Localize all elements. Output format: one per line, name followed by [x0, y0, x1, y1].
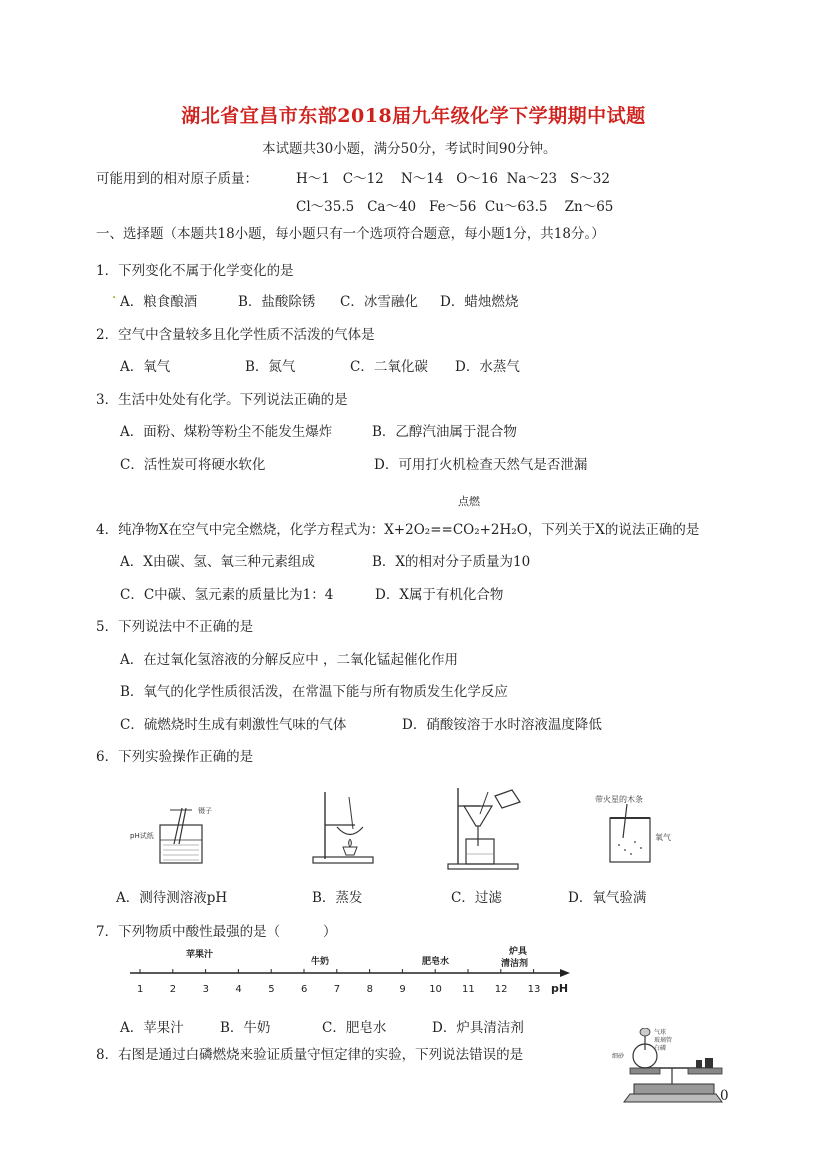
question-1-option-c: C．冰雪融化 — [340, 294, 418, 310]
question-5-option-a: A．在过氧化氢溶液的分解反应中 ，二氧化锰起催化作用 — [120, 652, 459, 668]
margin-dot: · — [112, 290, 117, 306]
filtration-figure — [440, 784, 540, 872]
ph-tick-label: 11 — [462, 984, 475, 995]
question-5-option-c: C．硫燃烧时生成有刺激性气味的气体 — [120, 717, 347, 733]
question-4-option-c: C．C中碳、氢元素的质量比为1：4 — [120, 587, 334, 603]
ph-label-soap: 肥皂水 — [422, 957, 450, 967]
exam-info: 本试题共30小题，满分50分，考试时间90分钟。 — [262, 141, 557, 157]
fig-q8-label-balloon: 气球 — [654, 1029, 667, 1036]
question-5-stem: 5．下列说法中不正确的是 — [96, 619, 254, 635]
ph-tick-label: 12 — [494, 984, 508, 995]
atomic-mass-line2: Cl～35.5 Ca～40 Fe～56 Cu～63.5 Zn～65 — [296, 199, 614, 215]
question-3-option-d: D．可用打火机检查天然气是否泄漏 — [374, 457, 588, 473]
question-2-stem: 2．空气中含量较多且化学性质不活泼的气体是 — [96, 327, 375, 343]
ph-tick-label: 1 — [137, 984, 144, 995]
ph-tick-label: 5 — [268, 984, 275, 995]
question-5-option-d: D．硝酸铵溶于水时溶液温度降低 — [402, 717, 602, 733]
question-1-option-b: B．盐酸除锈 — [238, 294, 316, 310]
question-2-option-c: C．二氧化碳 — [350, 359, 428, 375]
question-2-option-b: B．氮气 — [245, 359, 296, 375]
question-4-stem: 4．纯净物X在空气中完全燃烧，化学方程式为：X+2O₂==CO₂+2H₂O，下列关于X的说法正确的是 — [96, 522, 700, 538]
question-5-option-b: B．氧气的化学性质很活泼，在常温下能与所有物质发生化学反应 — [120, 684, 508, 700]
question-6-option-b: B．蒸发 — [312, 890, 363, 906]
question-7-stem: 7．下列物质中酸性最强的是（ ） — [96, 924, 337, 940]
ph-scale-figure — [124, 946, 574, 998]
ph-unit: pH — [551, 982, 569, 995]
question-1-option-d: D．蜡烛燃烧 — [440, 294, 519, 310]
question-3-option-b: B．乙醇汽油属于混合物 — [372, 424, 517, 440]
ph-tick-label: 3 — [202, 984, 209, 995]
question-7-option-c: C．肥皂水 — [322, 1020, 387, 1036]
oxygen-test-figure — [595, 790, 705, 870]
question-3-stem: 3．生活中处处有化学。下列说法正确的是 — [96, 392, 348, 408]
atomic-mass-label: 可能用到的相对原子质量： — [96, 171, 258, 187]
question-6-stem: 6．下列实验操作正确的是 — [96, 749, 254, 765]
fig-d-label-stick: 带火星的木条 — [595, 795, 643, 804]
ph-tick-label: 13 — [527, 984, 541, 995]
fig-a-label-ph-paper: pH试纸 — [130, 832, 154, 840]
fig-a-label-tweezers: 镊子 — [198, 807, 212, 815]
ph-label-milk: 牛奶 — [311, 957, 330, 967]
question-7-option-b: B．牛奶 — [220, 1020, 271, 1036]
reaction-condition: 点燃 — [458, 495, 480, 508]
question-6-option-c: C．过滤 — [451, 890, 502, 906]
question-1-stem: 1．下列变化不属于化学变化的是 — [96, 263, 294, 279]
ph-tick-label: 10 — [429, 984, 442, 995]
atomic-mass-line1: H～1 C～12 N～14 O～16 Na～23 S～32 — [296, 171, 610, 187]
ph-tick-label: 9 — [399, 984, 406, 995]
question-4-option-b: B．X的相对分子质量为10 — [372, 554, 531, 570]
ph-label-cleaner: 清洁剂 — [501, 959, 529, 969]
evaporation-figure — [305, 787, 385, 872]
ph-test-figure — [130, 800, 220, 870]
question-2-option-a: A．氧气 — [120, 359, 171, 375]
fig-q8-label-sand: 细砂 — [612, 1053, 625, 1060]
ph-tick-label: 8 — [366, 984, 373, 995]
fig-q8-label-phosphorus: 白磷 — [654, 1045, 667, 1052]
question-7-option-d: D．炉具清洁剂 — [432, 1020, 524, 1036]
question-1-option-a: A．粮食酿酒 — [120, 294, 198, 310]
question-2-option-d: D．水蒸气 — [455, 359, 520, 375]
question-8-stem: 8．右图是通过白磷燃烧来验证质量守恒定律的实验，下列说法错误的是 — [96, 1047, 524, 1063]
question-3-option-c: C．活性炭可将硬水软化 — [120, 457, 266, 473]
section-heading: 一、选择题（本题共18小题，每小题只有一个选项符合题意，每小题1分，共18分。） — [96, 226, 605, 242]
balance-figure — [612, 1028, 730, 1108]
page-title: 湖北省宜昌市东部2018届九年级化学下学期期中试题 — [181, 105, 646, 127]
fig-q8-label-tube: 玻璃管 — [654, 1037, 673, 1044]
ph-tick-label: 4 — [235, 984, 242, 995]
question-7-option-a: A．苹果汁 — [120, 1020, 184, 1036]
question-3-option-a: A．面粉、煤粉等粉尘不能发生爆炸 — [120, 424, 333, 440]
question-4-option-a: A．X由碳、氢、氧三种元素组成 — [120, 554, 315, 570]
ph-tick-label: 6 — [301, 984, 308, 995]
question-6-option-a: A．测待测溶液pH — [116, 890, 228, 906]
ph-tick-label: 7 — [333, 984, 341, 995]
ph-label-stove: 炉具 — [509, 947, 528, 957]
question-4-option-d: D．X属于有机化合物 — [375, 587, 504, 603]
fig-d-label-oxygen: 氧气 — [655, 833, 671, 842]
page-mark: 0 — [720, 1088, 729, 1104]
ph-tick-label: 2 — [169, 984, 177, 995]
ph-label-apple-juice: 苹果汁 — [186, 950, 214, 960]
question-6-option-d: D．氧气验满 — [568, 890, 647, 906]
